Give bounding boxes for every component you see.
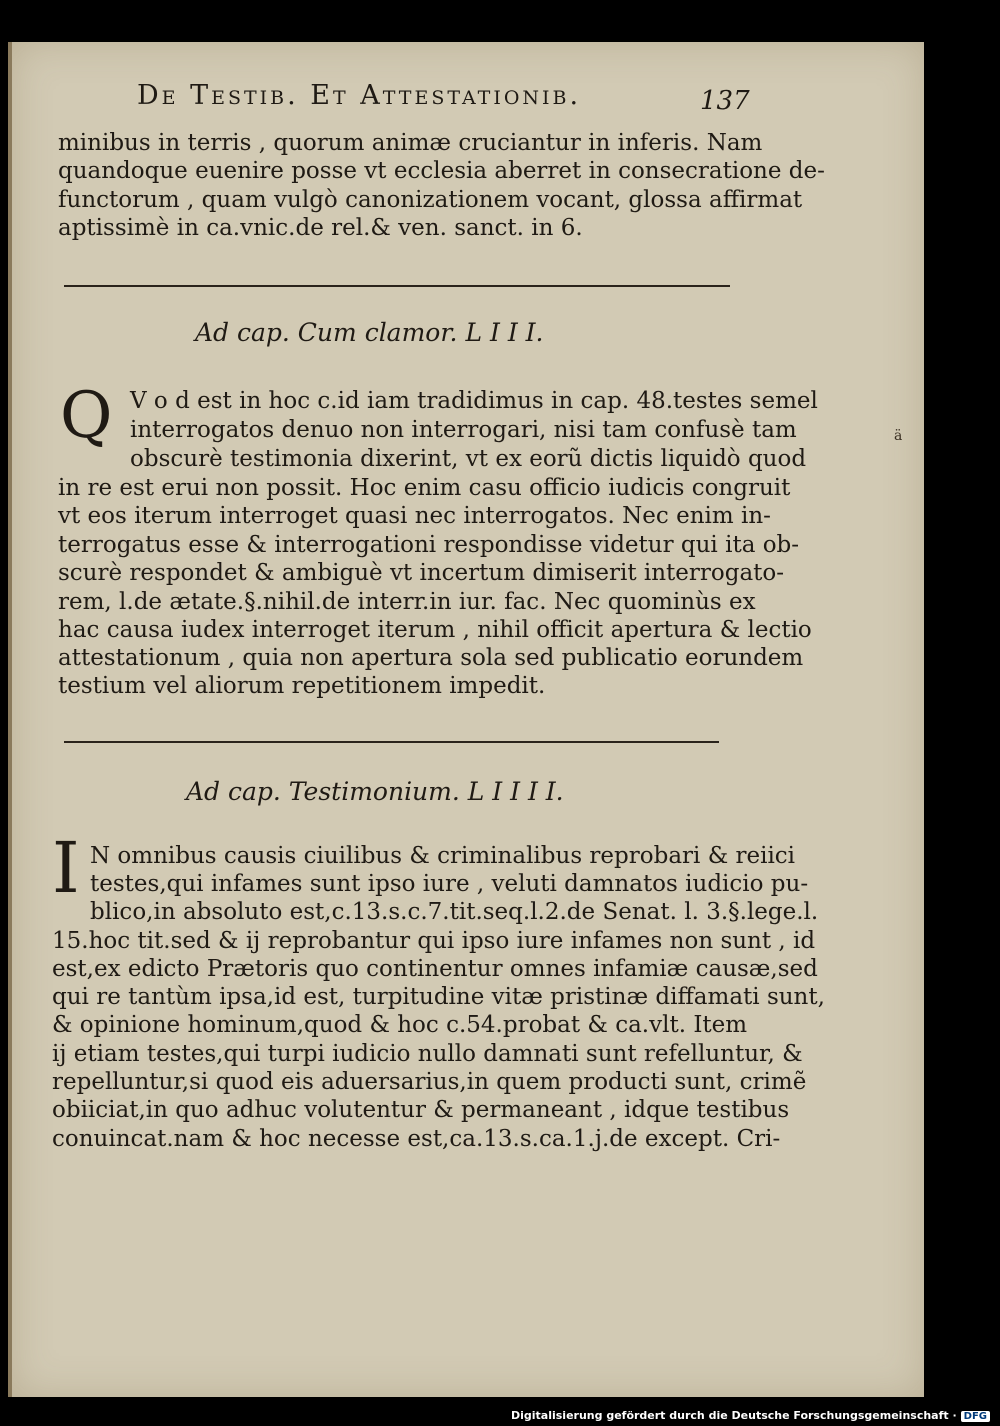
credit-text: Digitalisierung gefördert durch die Deutsche Forschungsgemeinschaft · [510, 1409, 957, 1422]
text-line: functorum , quam vulgò canonizationem vocant, glossa affirmat [58, 187, 803, 213]
text-line: repelluntur,si quod eis aduersarius,in quem producti sunt, crimẽ [52, 1069, 807, 1095]
text-line: vt eos iterum interroget quasi nec interrogatos. Nec enim in- [58, 503, 771, 529]
digitization-credit [0, 1409, 990, 1422]
text-line: testes,qui infames sunt ipso iure , veluti damnatos iudicio pu- [90, 871, 809, 897]
text-line: blico,in absoluto est,c.13.s.c.7.tit.seq.l.2.de Senat. l. 3.§.lege.l. [90, 899, 819, 925]
text-line: obscurè testimonia dixerint, vt ex eorũ dictis liquidò quod [130, 446, 807, 472]
text-line: in re est erui non possit. Hoc enim casu officio iudicis congruit [58, 475, 791, 501]
text-line: N omnibus causis ciuilibus & criminalibus reprobari & reiici [90, 843, 796, 869]
section-heading: Ad cap. Cum clamor. L I I I. [195, 318, 544, 347]
text-line: conuincat.nam & hoc necesse est,ca.13.s.ca.1.j.de except. Cri- [52, 1126, 781, 1152]
text-line: est,ex edicto Prætoris quo continentur omnes infamiæ causæ,sed [52, 956, 818, 982]
page-number: 137 [700, 86, 750, 116]
text-line: testium vel aliorum repetitionem impedit. [58, 673, 546, 699]
dfg-logo: DFG [961, 1411, 990, 1422]
text-line: obiiciat,in quo adhuc volutentur & permaneant , idque testibus [52, 1097, 790, 1123]
text-line: scurè respondet & ambiguè vt incertum dimiserit interrogato- [58, 560, 785, 586]
text-line: rem, l.de ætate.§.nihil.de interr.in iur. fac. Nec quominùs ex [58, 589, 756, 615]
text-line: qui re tantùm ipsa,id est, turpitudine vitæ pristinæ diffamati sunt, [52, 984, 825, 1010]
text-line: & opinione hominum,quod & hoc c.54.probat & ca.vlt. Item [52, 1012, 748, 1038]
text-line: ij etiam testes,qui turpi iudicio nullo damnati sunt refelluntur, & [52, 1041, 803, 1067]
text-line: attestationum , quia non apertura sola sed publicatio eorundem [58, 645, 804, 671]
margin-mark: ä [894, 428, 903, 444]
section-divider [64, 741, 719, 743]
book-page [8, 42, 924, 1397]
text-line: hac causa iudex interroget iterum , nihil officit apertura & lectio [58, 617, 812, 643]
text-line: terrogatus esse & interrogationi respondisse videtur qui ita ob- [58, 532, 800, 558]
text-line: aptissimè in ca.vnic.de rel.& ven. sanct. in 6. [58, 215, 583, 241]
drop-cap: I [52, 827, 80, 909]
text-line: minibus in terris , quorum animæ cruciantur in inferis. Nam [58, 130, 763, 156]
text-line: 15.hoc tit.sed & ij reprobantur qui ipso iure infames non sunt , id [52, 928, 816, 954]
running-title: De Testib. Et Attestationib. [137, 80, 582, 111]
drop-cap: Q [60, 379, 113, 453]
text-line: interrogatos denuo non interrogari, nisi tam confusè tam [130, 417, 797, 443]
section-heading: Ad cap. Testimonium. L I I I I. [186, 777, 564, 806]
section-divider [64, 285, 730, 287]
text-line: quandoque euenire posse vt ecclesia aberret in consecratione de- [58, 158, 825, 184]
text-line: V o d est in hoc c.id iam tradidimus in cap. 48.testes semel [130, 388, 818, 414]
